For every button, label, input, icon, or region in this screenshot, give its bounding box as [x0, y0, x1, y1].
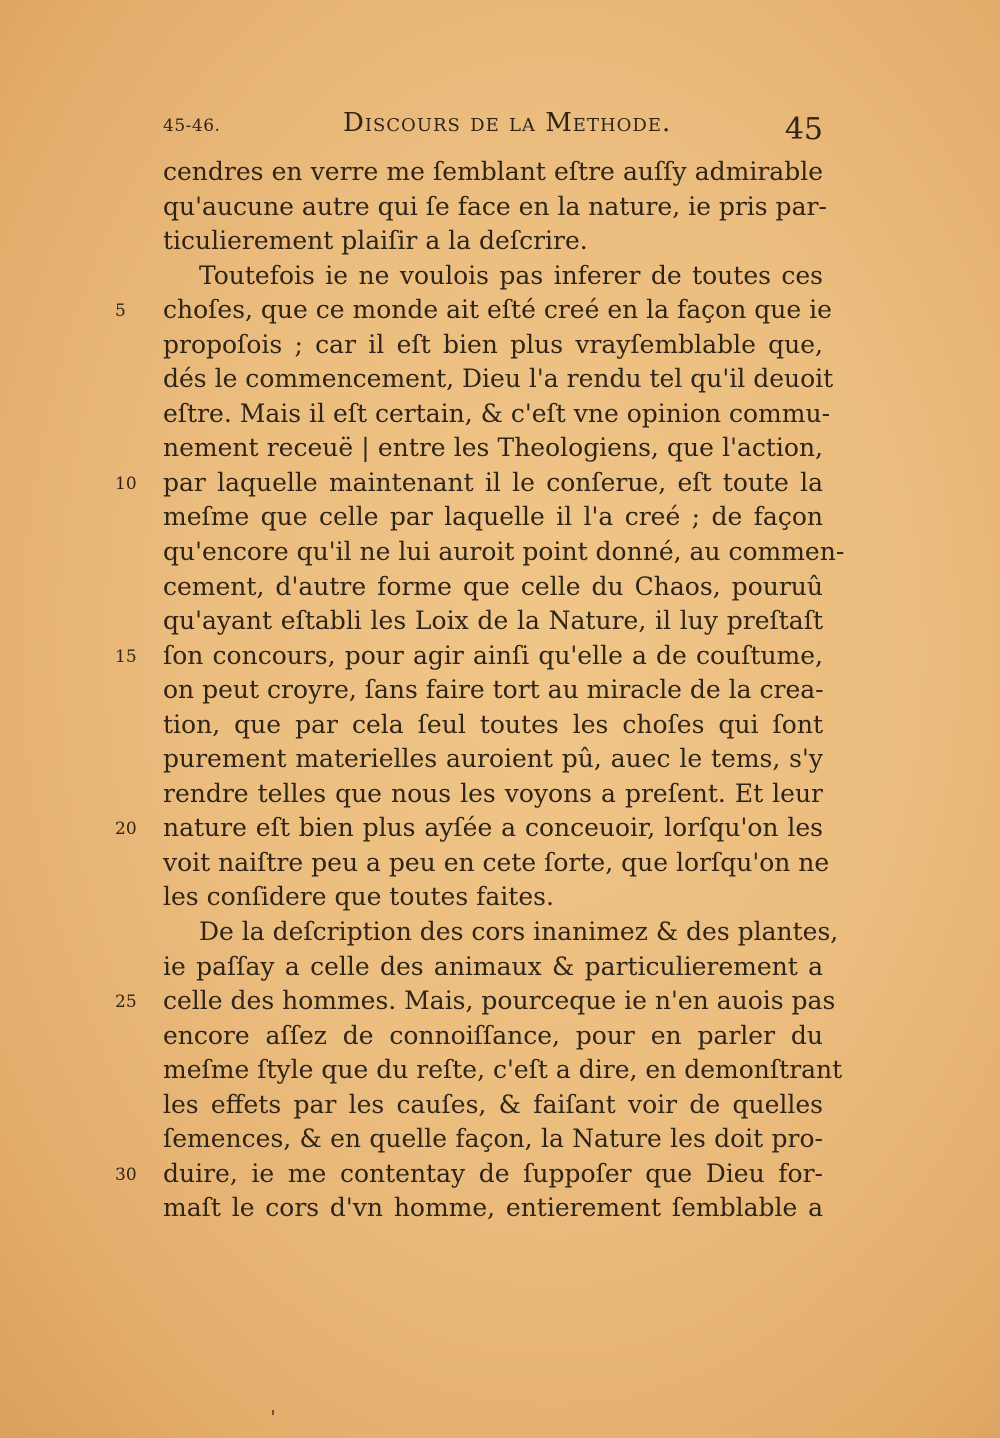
- line-text: choſes, que ce monde ait eſté creé en la façon que ie: [163, 295, 832, 325]
- text-line: [163, 535, 845, 570]
- line-text: tion, que par cela ſeul toutes les choſes qui ſont: [163, 709, 823, 739]
- text-line: [163, 224, 823, 259]
- line-text: par laquelle maintenant il le conſerue, eſt toute la: [163, 467, 823, 497]
- line-number: 10: [115, 473, 137, 494]
- line-text: cement, d'autre forme que celle du Chaos, pouruû: [163, 571, 823, 601]
- text-line: [163, 1122, 823, 1157]
- line-text: les effets par les cauſes, & faiſant voir de quelles: [163, 1089, 823, 1119]
- line-text: rendre telles que nous les voyons a preſent. Et leur: [163, 778, 823, 808]
- line-text: qu'encore qu'il ne lui auroit point donné, au commen-: [163, 537, 845, 567]
- line-text: qu'ayant eſtabli les Loix de la Nature, il luy preſtaſt: [163, 606, 823, 636]
- line-text: ticulierement plaiſir a la deſcrire.: [163, 226, 588, 256]
- text-line: [115, 466, 823, 501]
- running-head: [163, 108, 823, 148]
- text-line: [115, 1157, 823, 1192]
- text-line: [115, 984, 836, 1019]
- line-text: ie paſſay a celle des animaux & particulierement a: [163, 951, 823, 981]
- text-line: [163, 742, 823, 777]
- text-line: [163, 259, 823, 294]
- text-line: [115, 811, 823, 846]
- line-text: ſon concours, pour agir ainſi qu'elle a de couſtume,: [163, 640, 823, 670]
- text-line: [163, 190, 827, 225]
- line-text: maſt le cors d'vn homme, entierement ſemblable a: [163, 1193, 823, 1223]
- text-line: [163, 362, 834, 397]
- line-number: 30: [115, 1164, 137, 1185]
- line-text: dés le commencement, Dieu l'a rendu tel qu'il deuoit: [163, 364, 834, 394]
- paper-speck: [272, 1410, 274, 1415]
- line-text: duire, ie me contentay de ſuppoſer que Dieu for-: [163, 1158, 823, 1188]
- line-text: nement receuë | entre les Theologiens, que l'action,: [163, 433, 823, 463]
- text-line: [163, 328, 823, 363]
- text-line: [115, 293, 832, 328]
- line-text: encore aſſez de connoiſſance, pour en parler du: [163, 1020, 823, 1050]
- text-line: [115, 639, 823, 674]
- line-text: eſtre. Mais il eſt certain, & c'eſt vne opinion commu-: [163, 398, 831, 428]
- line-text: les conſidere que toutes faites.: [163, 882, 554, 912]
- line-text: voit naiſtre peu a peu en cete ſorte, que lorſqu'on ne: [163, 847, 830, 877]
- text-line: [163, 950, 823, 985]
- text-line: [163, 708, 823, 743]
- line-number: 20: [115, 819, 137, 840]
- text-line: [163, 1088, 823, 1123]
- text-line: [163, 397, 831, 432]
- text-line: [163, 915, 839, 950]
- text-line: [163, 155, 823, 190]
- text-line: [163, 880, 823, 915]
- text-line: [163, 604, 823, 639]
- body-text: [115, 155, 845, 1226]
- page-number: 45: [784, 112, 823, 147]
- line-text: cendres en verre me ſemblant eſtre auſſy admirable: [163, 157, 823, 186]
- line-text: qu'aucune autre qui ſe face en la nature, ie pris par-: [163, 191, 827, 221]
- line-text: meſme que celle par laquelle il l'a creé ; de façon: [163, 502, 823, 532]
- line-text: De la deſcription des cors inanimez & des plantes,: [199, 917, 839, 947]
- text-line: [163, 846, 830, 881]
- line-number: 25: [115, 992, 137, 1013]
- text-line: [163, 1053, 843, 1088]
- running-title: Discours de la Methode.: [343, 108, 672, 138]
- line-text: celle des hommes. Mais, pourceque ie n'en auois pas: [163, 986, 836, 1016]
- text-line: [163, 1019, 823, 1054]
- line-text: on peut croyre, ſans faire tort au miracle de la crea-: [163, 675, 824, 705]
- text-line: [163, 777, 823, 812]
- line-text: nature eſt bien plus ayſée a conceuoir, lorſqu'on les: [163, 813, 823, 843]
- text-line: [163, 673, 823, 708]
- line-number: 5: [115, 301, 126, 322]
- text-line: [163, 431, 823, 466]
- line-text: Toutefois ie ne voulois pas inferer de toutes ces: [199, 260, 823, 290]
- line-text: ſemences, & en quelle façon, la Nature les doit pro-: [163, 1124, 823, 1154]
- folio-range: 45-46.: [163, 116, 221, 136]
- line-text: purement materielles auroient pû, auec le tems, s'y: [163, 744, 823, 774]
- line-text: propoſois ; car il eſt bien plus vrayſemblable que,: [163, 329, 823, 359]
- text-line: [163, 500, 823, 535]
- line-text: meſme ſtyle que du reſte, c'eſt a dire, en demonſtrant: [163, 1055, 843, 1085]
- text-line: [163, 570, 823, 605]
- text-line: [163, 1191, 823, 1226]
- line-number: 15: [115, 646, 137, 667]
